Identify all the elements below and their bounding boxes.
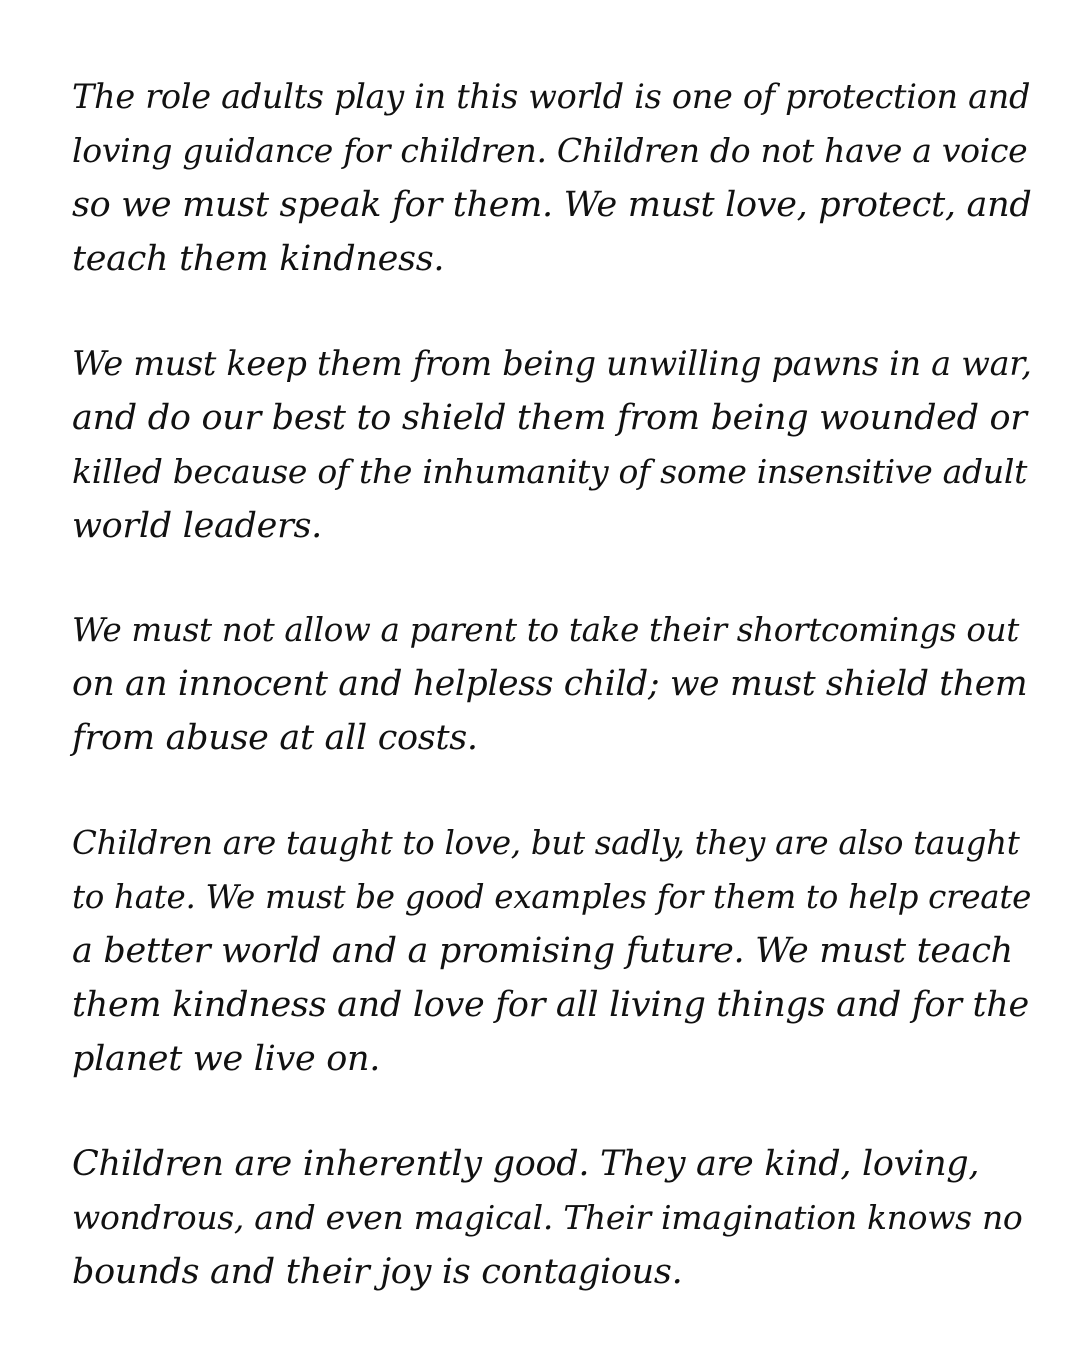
paragraph-5	[72, 1137, 1032, 1299]
paragraph-1	[72, 70, 1032, 286]
text-line: on an innocent and helpless child; we must shield them	[72, 664, 1028, 704]
text-line: Children are taught to love, but sadly, they are also taught	[72, 824, 1020, 862]
text-line: world leaders.	[72, 506, 322, 546]
text-line: Children are inherently good. They are kind, loving,	[72, 1144, 980, 1184]
text-line: and do our best to shield them from being wounded or	[72, 398, 1027, 438]
text-line: bounds and their joy is contagious.	[72, 1252, 683, 1292]
text-line: loving guidance for children. Children do not have a voice	[72, 131, 1028, 170]
text-line: to hate. We must be good examples for them to help create	[72, 878, 1032, 916]
text-line: wondrous, and even magical. Their imagination knows no	[72, 1198, 1023, 1237]
text-line: We must keep them from being unwilling pawns in a war,	[72, 344, 1032, 383]
paragraph-3	[72, 603, 1032, 765]
text-line: from abuse at all costs.	[72, 718, 478, 758]
text-line: We must not allow a parent to take their shortcomings out	[72, 611, 1019, 649]
text-line: a better world and a promising future. We must teach	[72, 931, 1013, 971]
text-line: so we must speak for them. We must love, protect, and	[72, 185, 1032, 225]
text-line: them kindness and love for all living things and for the	[72, 985, 1029, 1025]
paragraph-2	[72, 337, 1032, 553]
text-line: teach them kindness.	[72, 239, 445, 279]
text-line: The role adults play in this world is one of protection and	[72, 77, 1031, 116]
text-line: killed because of the inhumanity of some insensitive adult	[72, 452, 1028, 491]
text-line: planet we live on.	[72, 1039, 381, 1079]
paragraph-4	[72, 816, 1032, 1086]
